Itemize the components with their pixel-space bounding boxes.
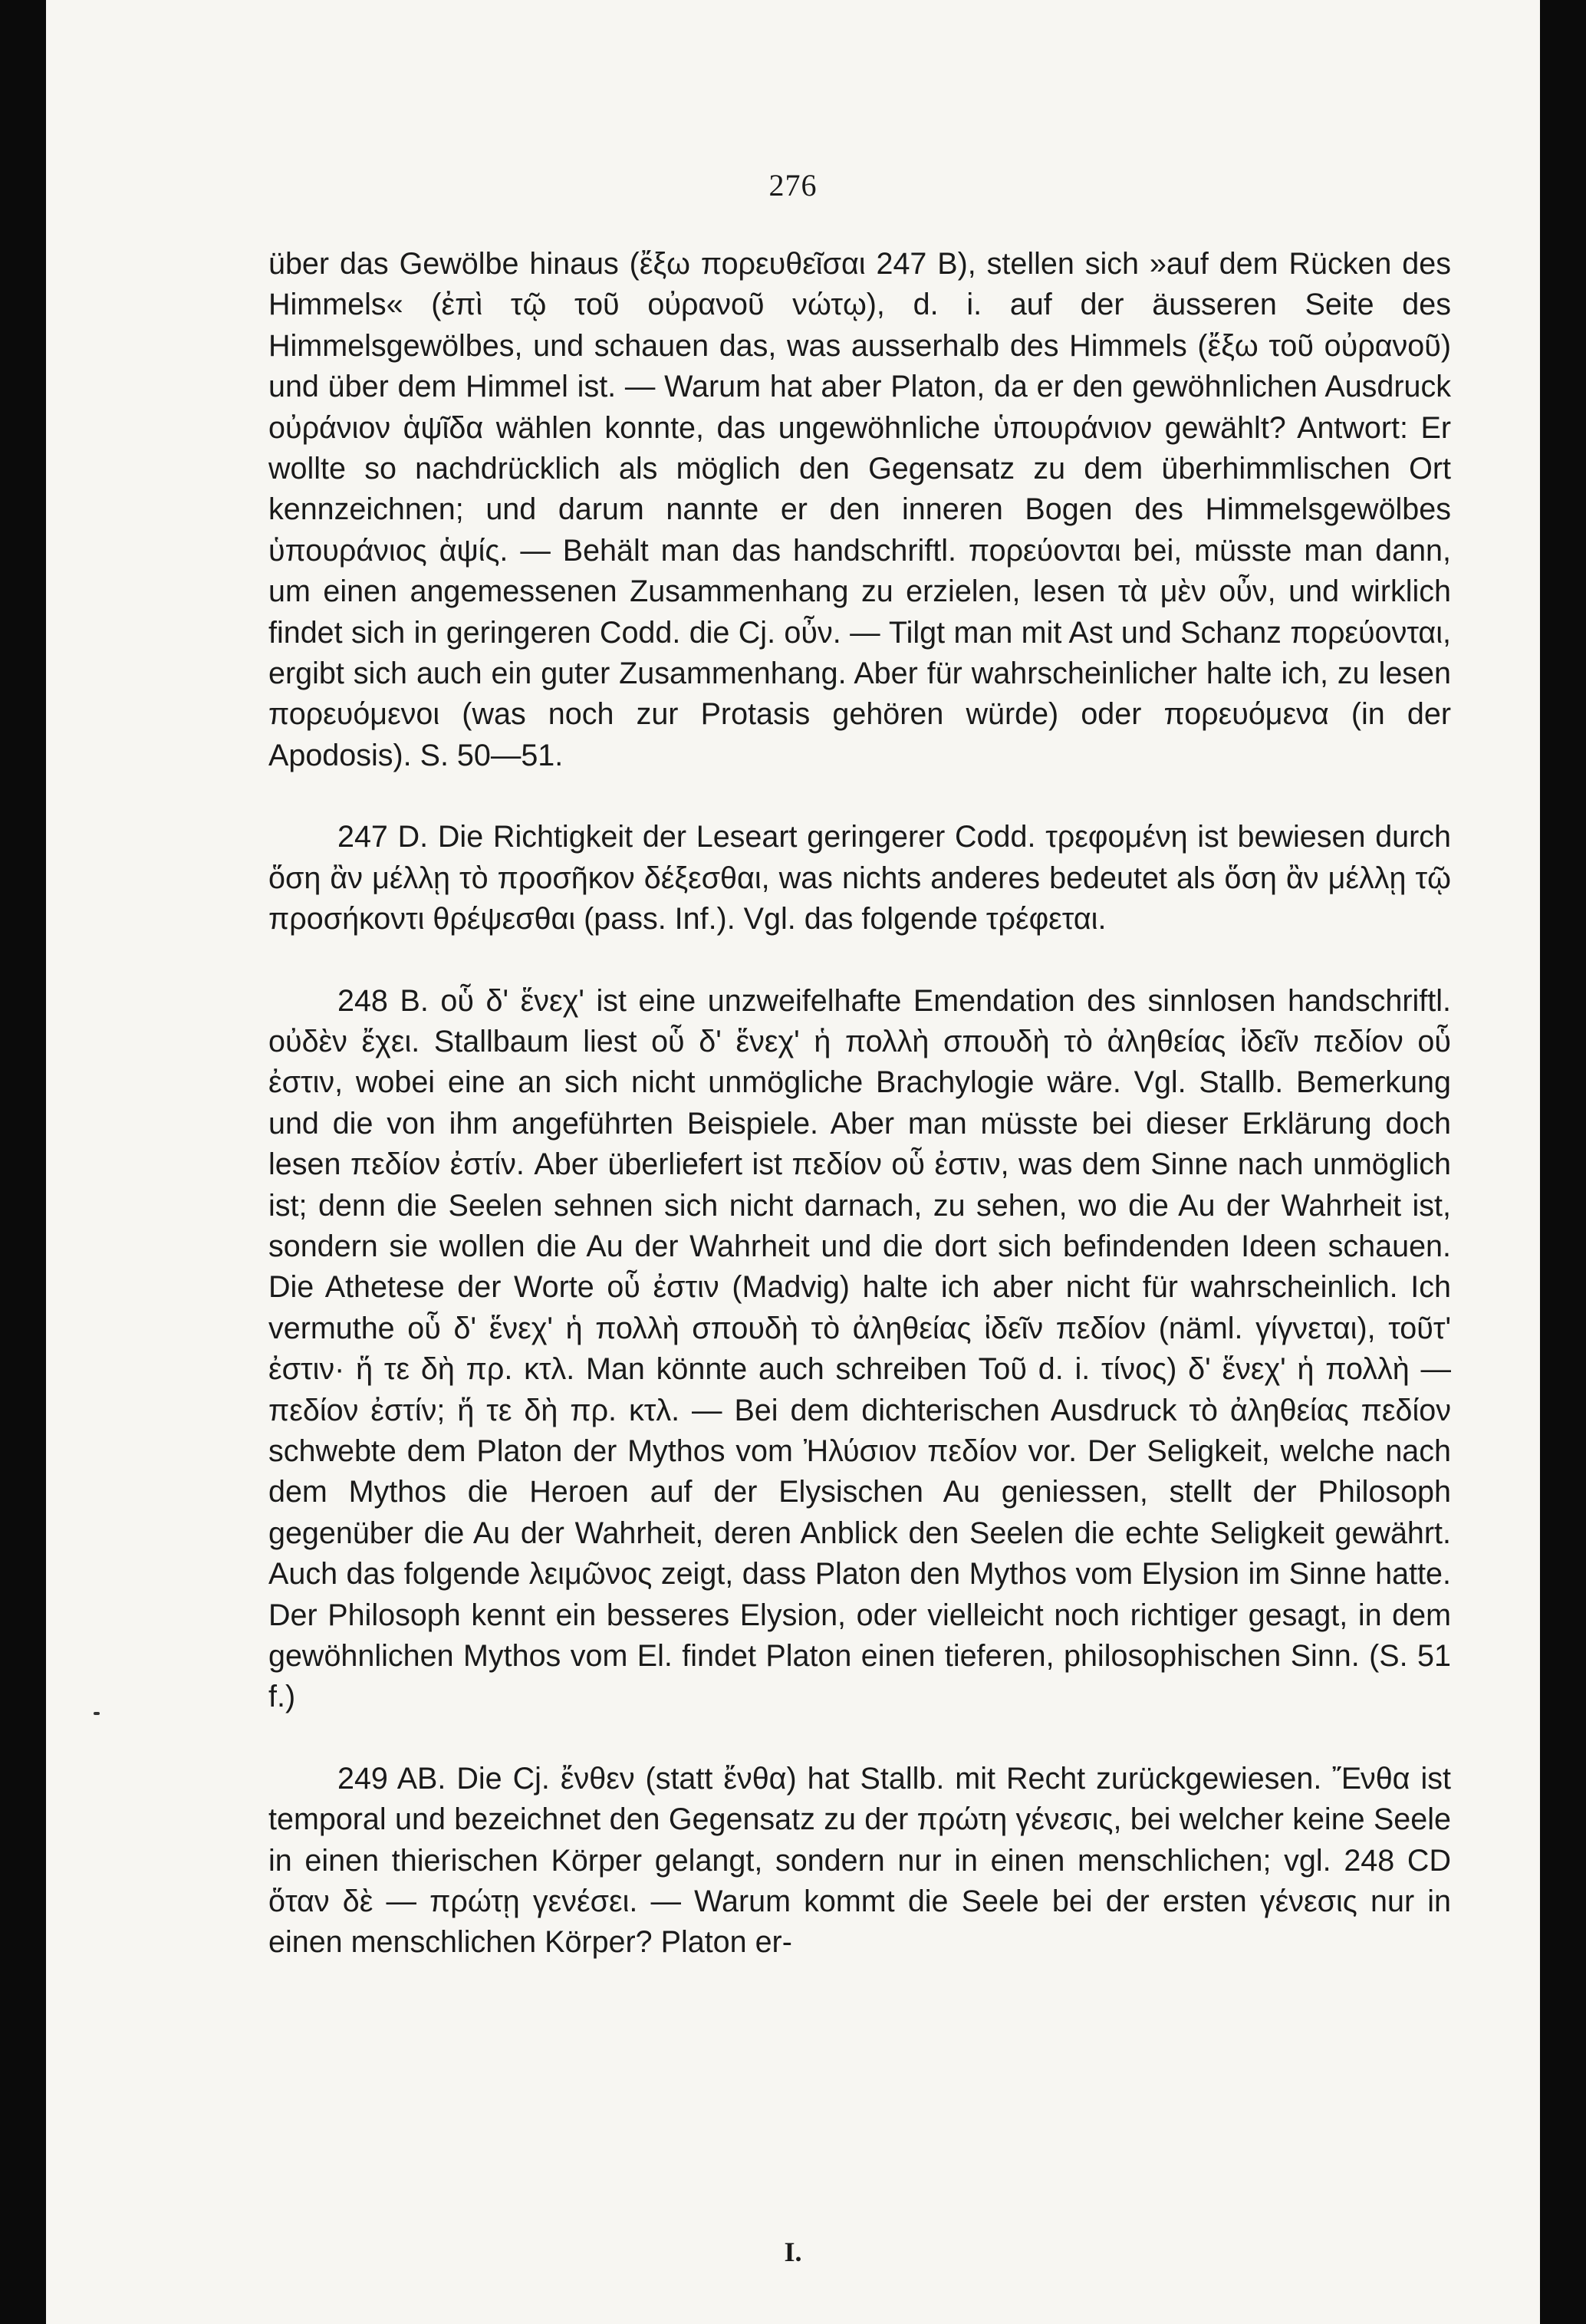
scan-smudge [94,1712,100,1715]
paragraph-248b: 248 B. οὗ δ' ἕνεχ' ist eine unzweifelhafte Emendation des sinnlosen handschriftl. οὐδὲν ἔχει. Stallbaum liest οὗ δ' ἕνεχ' ἡ πολλὴ σπουδὴ τὸ ἀληθείας ἰδεῖν πεδίον οὗ ἐστιν, wobei eine an sich nicht unmögliche Brachylogie wäre. Vgl. Stallb. Bemerkung und die von ihm angeführten Beispiele. Aber man müsste bei dieser Erklärung doch lesen πεδίον ἐστίν. Aber überliefert ist πεδίον οὗ ἐστιν, was dem Sinne nach unmöglich ist; denn die Seelen sehnen sich nicht darnach, zu sehen, wo die Au der Wahrheit ist, sondern sie wollen die Au der Wahrheit und die dort sich befindenden Ideen schauen. Die Athetese der Worte οὗ ἐστιν (Madvig) halte ich aber nicht für wahrscheinlich. Ich vermuthe οὗ δ' ἕνεχ' ἡ πολλὴ σπουδὴ τὸ ἀληθείας ἰδεῖν πεδίον (näml. γίγνεται), τοῦτ' ἐστιν· ἥ τε δὴ πρ. κτλ. Man könnte auch schreiben Τοῦ d. i. τίνος) δ' ἕνεχ' ἡ πολλὴ — πεδίον ἐστίν; ἥ τε δὴ πρ. κτλ. — Bei dem dichterischen Ausdruck τὸ ἀληθείας πεδίον schwebte dem Platon der Mythos vom Ἠλύσιον πεδίον vor. Der Seligkeit, welche nach dem Mythos die Heroen auf der Elysischen Au geniessen, stellt der Philosoph gegenüber die Au der Wahrheit, deren Anblick den Seelen die echte Seligkeit gewährt. Auch das folgende λειμῶνος zeigt, dass Platon den Mythos vom Elysion im Sinne hatte. Der Philosoph kennt ein besseres Elysion, oder vielleicht noch richtiger gesagt, in dem gewöhnlichen Mythos vom El. findet Platon einen tieferen, philosophischen Sinn. (S. 51 f.) [268,983,1451,1714]
book-page [46,0,1540,2324]
body-text [268,244,1451,1964]
page-number: 276 [768,168,818,202]
paragraph-continuation: über das Gewölbe hinaus (ἔξω πορευθεῖσαι 247 B), stellen sich »auf dem Rücken des Himmels« (ἐπὶ τῷ τοῦ οὐρανοῦ νώτῳ), d. i. auf der äusseren Seite des Himmelsgewölbes, und schauen das, was ausserhalb des Himmels (ἔξω τοῦ οὐρανοῦ) und über dem Himmel ist. — Warum hat aber Platon, da er den gewöhnlichen Ausdruck οὐράνιον ἁψῖδα wählen konnte, das ungewöhnliche ὑπουράνιον gewählt? Antwort: Er wollte so nachdrücklich als möglich den Gegensatz zu dem überhimmlischen Ort kennzeichnen; und darum nannte er den inneren Bogen des Himmelsgewölbes ὑπουράνιος ἁψίς. — Behält man das handschriftl. πορεύονται bei, müsste man dann, um einen angemessenen Zusammenhang zu erzielen, lesen τὰ μὲν οὖν, und wirklich findet sich in geringeren Codd. die Cj. οὖν. — Tilgt man mit Ast und Schanz πορεύονται, ergibt sich auch ein guter Zusammenhang. Aber für wahrscheinlicher halte ich, zu lesen πορευόμενοι (was noch zur Protasis gehören würde) oder πορευόμενα (in der Apodosis). S. 50—51. [268,247,1451,772]
paragraph-249ab: 249 AB. Die Cj. ἔνθεν (statt ἔνθα) hat Stallb. mit Recht zurückgewiesen. Ἔνθα ist temporal und bezeichnet den Gegensatz zu der πρώτη γένεσις, bei welcher keine Seele in einen thierischen Körper gelangt, sondern nur in einen menschlichen; vgl. 248 CD ὅταν δὲ — πρώτῃ γενέσει. — Warum kommt die Seele bei der ersten γένεσις nur in einen menschlichen Körper? Platon er- [268,1761,1451,1960]
signature-mark: I. [784,2237,802,2267]
paragraph-247d: 247 D. Die Richtigkeit der Leseart geringerer Codd. τρεφομένη ist bewiesen durch ὅση ἂν μέλλῃ τὸ προσῆκον δέξεσθαι, was nichts anderes bedeutet als ὅση ἂν μέλλῃ τῷ προσήκοντι θρέψεσθαι (pass. Inf.). Vgl. das folgende τρέφεται. [268,820,1451,937]
